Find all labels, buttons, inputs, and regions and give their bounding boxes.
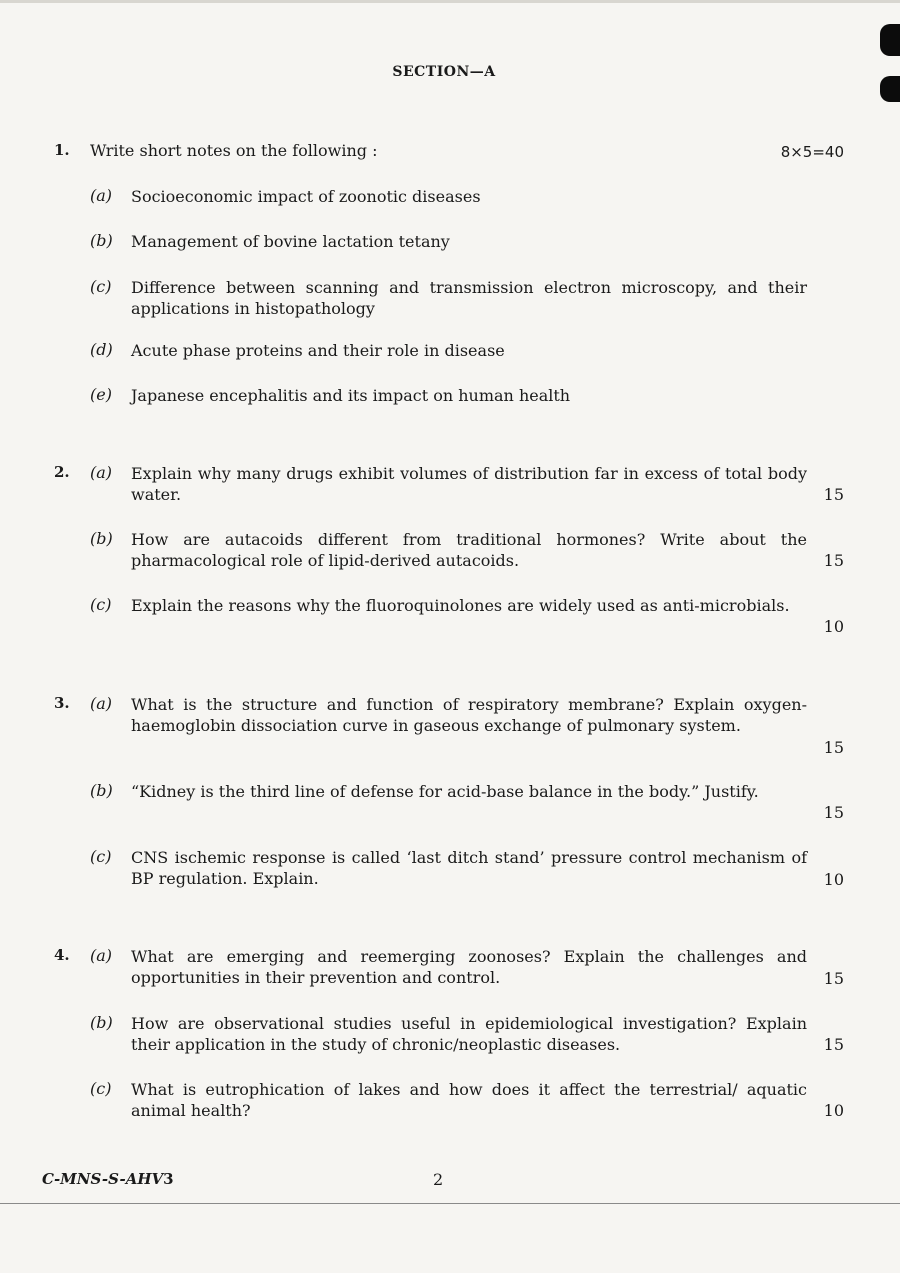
bottom-rule xyxy=(0,1203,900,1204)
part-text: Management of bovine lactation tetany xyxy=(131,232,450,251)
top-edge-rule xyxy=(0,0,900,3)
question-number: 4. xyxy=(54,946,70,964)
part-text: How are autacoids different from traditional hormones? Write about the pharmacological role of lipid-derived autacoids. xyxy=(131,530,807,570)
part-text: Difference between scanning and transmission electron microscopy, and their applications in histopathology xyxy=(131,278,807,318)
part-label: (a) xyxy=(90,186,113,205)
part-label: (c) xyxy=(90,1079,112,1098)
part-marks: 15 xyxy=(823,551,844,570)
part-label: (e) xyxy=(90,385,112,404)
paper-code-text: C-MNS-S-AHV xyxy=(42,1170,164,1188)
part-marks: 15 xyxy=(823,485,844,504)
part-text: Socioeconomic impact of zoonotic diseases xyxy=(131,187,481,206)
part-text: Japanese encephalitis and its impact on human health xyxy=(131,386,571,405)
part-label: (b) xyxy=(90,1013,113,1032)
part-text: Explain the reasons why the fluoroquinolones are widely used as anti-microbials. xyxy=(131,596,790,615)
part-text: How are observational studies useful in epidemiological investigation? Explain their application in the study of chronic/neoplastic diseases. xyxy=(131,1014,807,1054)
part-label: (c) xyxy=(90,847,112,866)
question-number: 1. xyxy=(54,141,70,159)
part-marks: 15 xyxy=(823,1035,844,1054)
part-label: (c) xyxy=(90,277,112,296)
part-label: (a) xyxy=(90,946,113,965)
section-title: SECTION—A xyxy=(392,64,496,80)
punch-hole-mark xyxy=(880,24,900,56)
part-label: (a) xyxy=(90,463,113,482)
part-label: (b) xyxy=(90,781,113,800)
part-label: (b) xyxy=(90,529,113,548)
part-label: (b) xyxy=(90,231,113,250)
part-text: What is eutrophication of lakes and how does it affect the terrestrial/ aquatic animal health? xyxy=(131,1080,807,1120)
part-marks: 15 xyxy=(823,803,844,822)
part-marks: 10 xyxy=(823,617,844,636)
part-marks: 10 xyxy=(823,1101,844,1120)
part-text: “Kidney is the third line of defense for acid-base balance in the body.” Justify. xyxy=(131,782,759,801)
part-label: (d) xyxy=(90,340,113,359)
part-marks: 15 xyxy=(823,738,844,757)
question-text: Write short notes on the following : xyxy=(90,141,378,160)
question-number: 3. xyxy=(54,694,70,712)
part-text: What are emerging and reemerging zoonoses? Explain the challenges and opportunities in their prevention and control. xyxy=(131,947,807,987)
part-label: (c) xyxy=(90,595,112,614)
page-number: 2 xyxy=(433,1170,444,1189)
paper-code xyxy=(42,1170,174,1188)
part-text: CNS ischemic response is called ‘last ditch stand’ pressure control mechanism of BP regulation. Explain. xyxy=(131,848,807,888)
part-text: Explain why many drugs exhibit volumes of distribution far in excess of total body water. xyxy=(131,464,807,504)
part-marks: 15 xyxy=(823,969,844,988)
part-text: Acute phase proteins and their role in disease xyxy=(131,341,505,360)
question-marks: 8×5=40 xyxy=(780,143,844,161)
paper-code-number: 3 xyxy=(163,1170,174,1188)
question-number: 2. xyxy=(54,463,70,481)
part-marks: 10 xyxy=(823,870,844,889)
part-label: (a) xyxy=(90,694,113,713)
part-text: What is the structure and function of respiratory membrane? Explain oxygen-haemoglobin dissociation curve in gaseous exchange of pulmonary system. xyxy=(131,695,807,735)
